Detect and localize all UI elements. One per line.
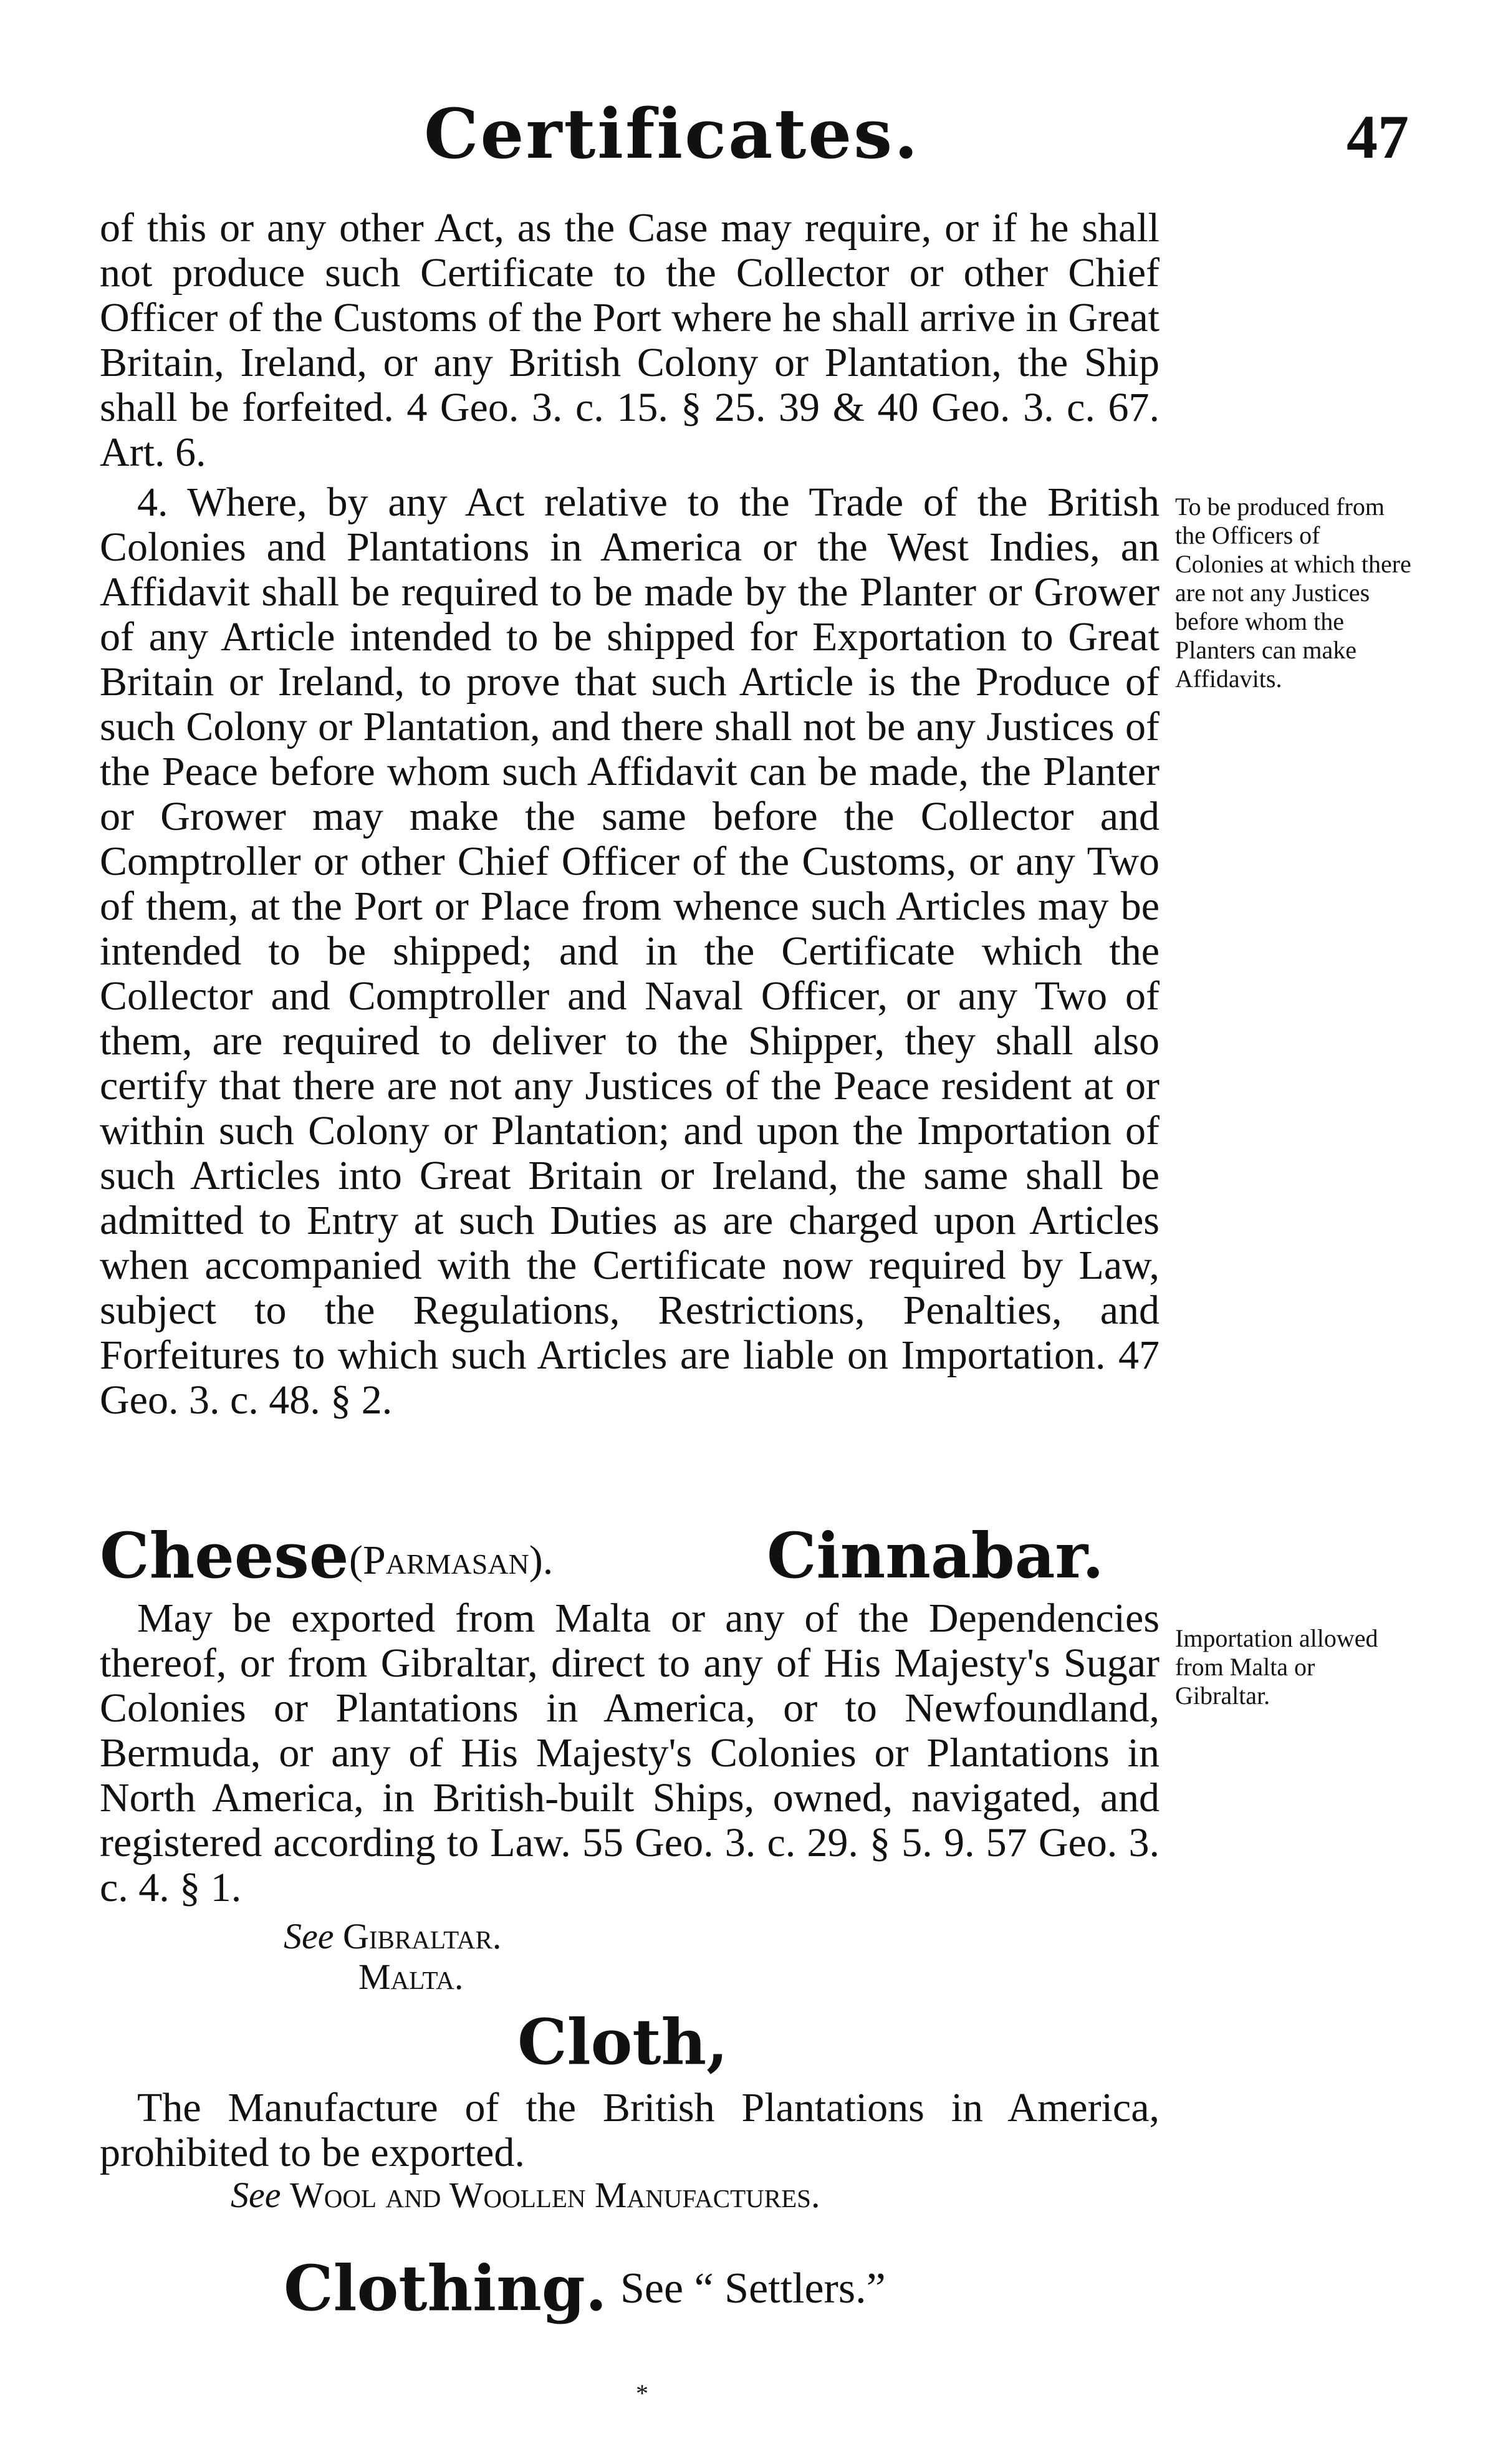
clothing-heading: Clothing. (284, 2251, 607, 2325)
see-malta (358, 1958, 463, 1996)
cloth-section (100, 2086, 1160, 2175)
bottom-asterisk: * (636, 2379, 648, 2407)
cheese-heading: Cheese (100, 1519, 349, 1592)
paragraph-4-text: 4. Where, by any Act relative to the Trade of the British Colonies and Plantations in America or the West Indies, an Affidavit shall be required to be made by the Planter or Grower of any Article intended to be shipped for Exportation to Great Britain or Ireland, to prove that such Article is the Produce of such Colony or Plantation, and there shall not be any Justices of the Peace before whom such Affidavit can be made, the Planter or Grower may make the same before the Collector and Comptroller or other Chief Officer of the Customs, or any Two of them, at the Port or Place from whence such Articles may be intended to be shipped; and in the Certificate which the Collector and Comptroller and Naval Officer, or any Two of them, are required to deliver to the Shipper, they shall also certify that there are not any Justices of the Peace resident at or within such Colony or Plantation; and upon the Importation of such Articles into Great Britain or Ireland, the same shall be admitted to Entry at such Duties as are charged upon Articles when accompanied with the Certificate now required by Law, subject to the Regulations, Restrictions, Penalties, and Forfeitures to which such Articles are liable on Importation. 47 Geo. 3. c. 48. § 2. (100, 479, 1160, 1423)
paragraph-4 (100, 480, 1160, 1423)
page-number: 47 (1347, 102, 1409, 171)
see-malta-ref: Malta. (358, 1956, 464, 1997)
margin-note-affidavits: To be produced from the Officers of Colonies at which there are not any Justices before whom the Planters can make Affidavits. (1175, 493, 1411, 693)
see-gibraltar-ref: Gibraltar. (343, 1916, 502, 1956)
clothing-see-settlers: See “ Settlers.” (620, 2264, 886, 2312)
certificates-continued-text: of this or any other Act, as the Case may require, or if he shall not produce such Certificate to the Collector or other Chief Officer of the Customs of the Port where he shall arrive in Great Britain, Ireland, or any British Colony or Plantation, the Ship shall be forfeited. 4 Geo. 3. c. 15. § 25. 39 & 40 Geo. 3. c. 67. Art. 6. (100, 205, 1160, 475)
margin-note-importation: Importation allowed from Malta or Gibraltar. (1175, 1624, 1378, 1710)
cheese-text: May be exported from Malta or any of the Dependencies thereof, or from Gibraltar, direct to any of His Majesty's Sugar Colonies or Plantations in America, or to Newfoundland, Bermuda, or any of His Majesty's Colonies or Plantations in North America, in British-built Ships, owned, navigated, and registered according to Law. 55 Geo. 3. c. 29. § 5. 9. 57 Geo. 3. c. 4. § 1. (100, 1595, 1160, 1910)
cinnabar-heading: Cinnabar. (767, 1519, 1104, 1592)
cheese-section (100, 1596, 1160, 1910)
cheese-subheading: (Parmasan). (349, 1538, 554, 1583)
see-label: See (284, 1916, 334, 1956)
see-label-cloth: See (231, 2175, 281, 2215)
cloth-heading: Cloth, (517, 2005, 728, 2079)
see-gibraltar (284, 1917, 501, 1956)
cloth-text: The Manufacture of the British Plantations in America, prohibited to be exported. (100, 2085, 1160, 2175)
see-wool (231, 2176, 820, 2215)
see-wool-ref: Wool and Woollen Manufactures. (290, 2175, 820, 2215)
running-head-title: Certificates. (424, 94, 920, 174)
